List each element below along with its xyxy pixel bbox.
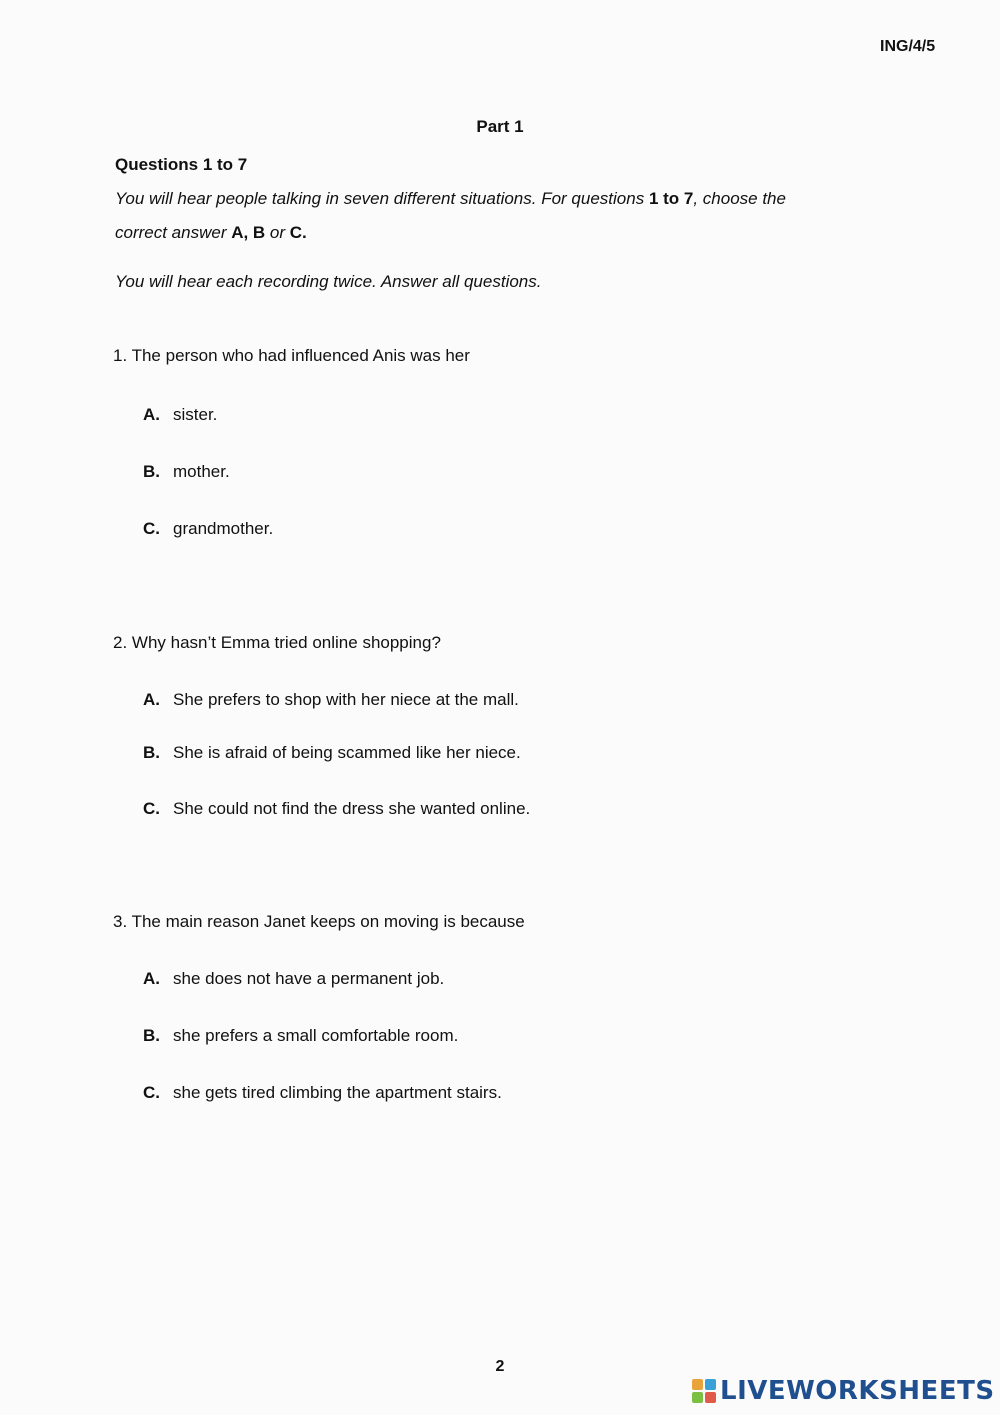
part-title: Part 1	[476, 117, 524, 136]
option-text: grandmother.	[173, 519, 274, 538]
question-3: 3. The main reason Janet keeps on moving is because	[113, 912, 525, 931]
option-letter: A.	[143, 405, 160, 424]
question-1-option-a[interactable]	[143, 405, 217, 425]
option-letter: B.	[143, 1026, 160, 1045]
option-text: she does not have a permanent job.	[173, 969, 445, 988]
liveworksheets-logo-icon	[692, 1379, 716, 1403]
question-3-option-b[interactable]	[143, 1026, 458, 1046]
option-text: She could not find the dress she wanted online.	[173, 799, 531, 818]
liveworksheets-logo	[692, 1376, 995, 1406]
question-2-option-b[interactable]	[143, 743, 521, 763]
option-letter: C.	[143, 519, 160, 538]
document-code: ING/4/5	[880, 38, 936, 55]
instructions: You will hear people talking in seven different situations. For questions 1 to 7, choose the correct answer A, B or C.	[115, 189, 786, 242]
question-3-option-a[interactable]	[143, 969, 444, 989]
option-text: she gets tired climbing the apartment stairs.	[173, 1083, 502, 1102]
option-letter: A.	[143, 690, 160, 709]
option-letter: A.	[143, 969, 160, 988]
question-2-option-a[interactable]	[143, 690, 519, 710]
option-text: She is afraid of being scammed like her niece.	[173, 743, 521, 762]
option-letter: C.	[143, 799, 160, 818]
question-3-option-c[interactable]	[143, 1083, 502, 1103]
question-1-option-c[interactable]	[143, 519, 273, 539]
question-2-option-c[interactable]	[143, 799, 530, 819]
option-letter: B.	[143, 743, 160, 762]
option-text: mother.	[173, 462, 230, 481]
logo-text: LIVEWORKSHEETS	[720, 1376, 995, 1406]
option-text: She prefers to shop with her niece at the mall.	[173, 690, 519, 709]
question-1: 1. The person who had influenced Anis was her	[113, 346, 470, 365]
questions-range-heading: Questions 1 to 7	[115, 155, 248, 174]
instructions-recording: You will hear each recording twice. Answer all questions.	[115, 272, 542, 291]
option-text: sister.	[173, 405, 218, 424]
question-1-option-b[interactable]	[143, 462, 230, 482]
question-2: 2. Why hasn’t Emma tried online shopping?	[113, 633, 441, 652]
option-text: she prefers a small comfortable room.	[173, 1026, 459, 1045]
option-letter: B.	[143, 462, 160, 481]
option-letter: C.	[143, 1083, 160, 1102]
page-number: 2	[495, 1358, 505, 1375]
